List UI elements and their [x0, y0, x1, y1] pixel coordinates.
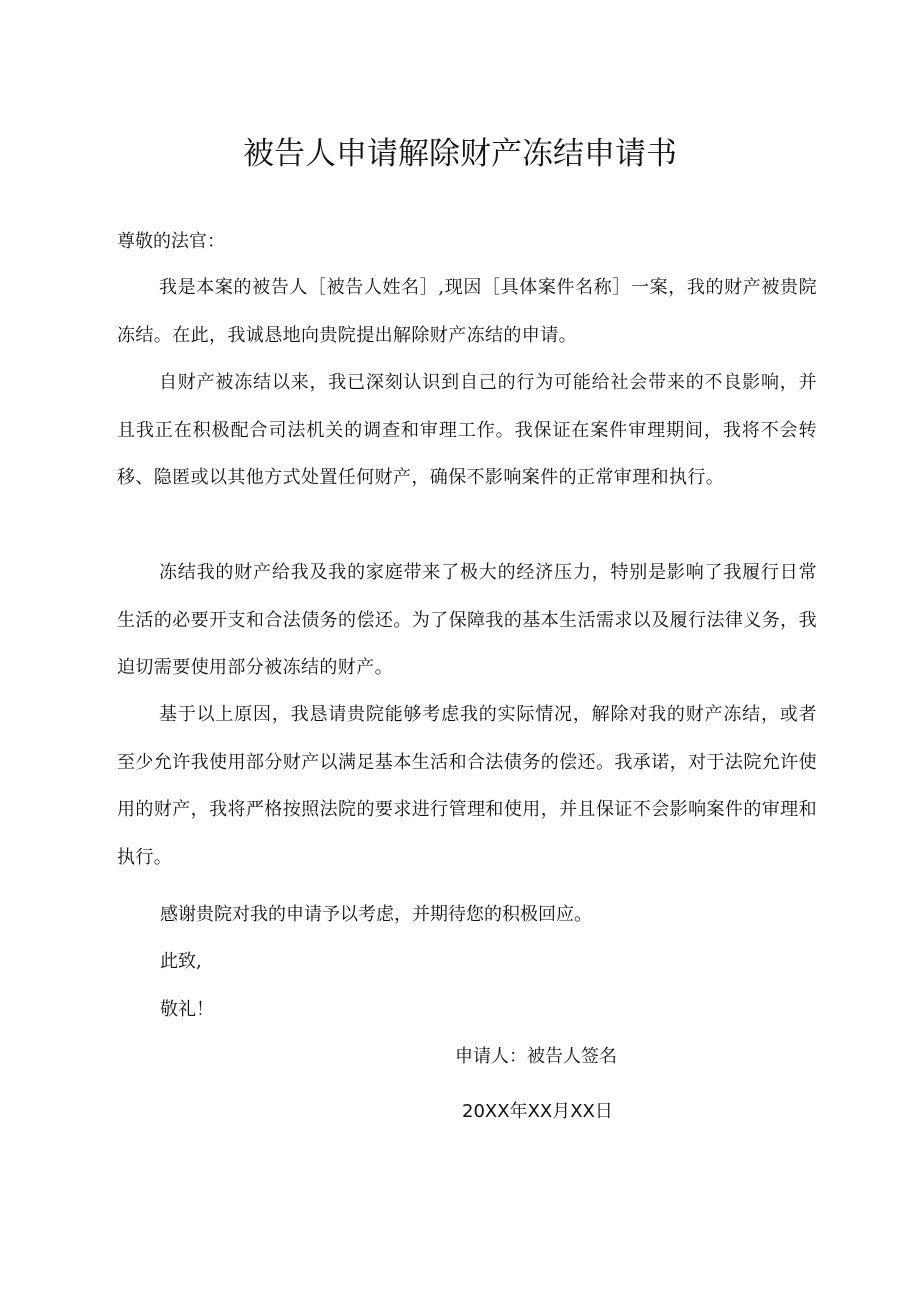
paragraph-3: 冻结我的财产给我及我的家庭带来了极大的经济压力，特别是影响了我履行日常生活的必要开支和合法债务的偿还。为了保障我的基本生活需求以及履行法律义务，我迫切需要使用部分被冻结的财产。 [117, 562, 817, 678]
closing-regards: 敬礼！ [160, 999, 214, 1020]
document-title: 被告人申请解除财产冻结申请书 [243, 136, 677, 172]
signature-line: 申请人：被告人签名 [455, 1046, 617, 1067]
paragraph-1: 我是本案的被告人［被告人姓名］,现因［具体案件名称］一案，我的财产被贵院冻结。在此，我诚恳地向贵院提出解除财产冻结的申请。 [117, 277, 817, 346]
paragraph-4: 基于以上原因，我恳请贵院能够考虑我的实际情况，解除对我的财产冻结，或者至少允许我使用部分财产以满足基本生活和合法债务的偿还。我承诺，对于法院允许使用的财产，我将严格按照法院的要求进行管理和使用，并且保证不会影响案件的审理和执行。 [117, 704, 817, 868]
salutation: 尊敬的法官： [117, 231, 225, 252]
paragraph-2: 自财产被冻结以来，我已深刻认识到自己的行为可能给社会带来的不良影响，并且我正在积极配合司法机关的调查和审理工作。我保证在案件审理期间，我将不会转移、隐匿或以其他方式处置任何财产，确保不影响案件的正常审理和执行。 [117, 372, 817, 488]
thanks-line: 感谢贵院对我的申请予以考虑，并期待您的积极回应。 [160, 904, 592, 925]
closing-salutation: 此致, [160, 951, 202, 972]
date-line: 20XX年XX月XX日 [462, 1101, 613, 1122]
